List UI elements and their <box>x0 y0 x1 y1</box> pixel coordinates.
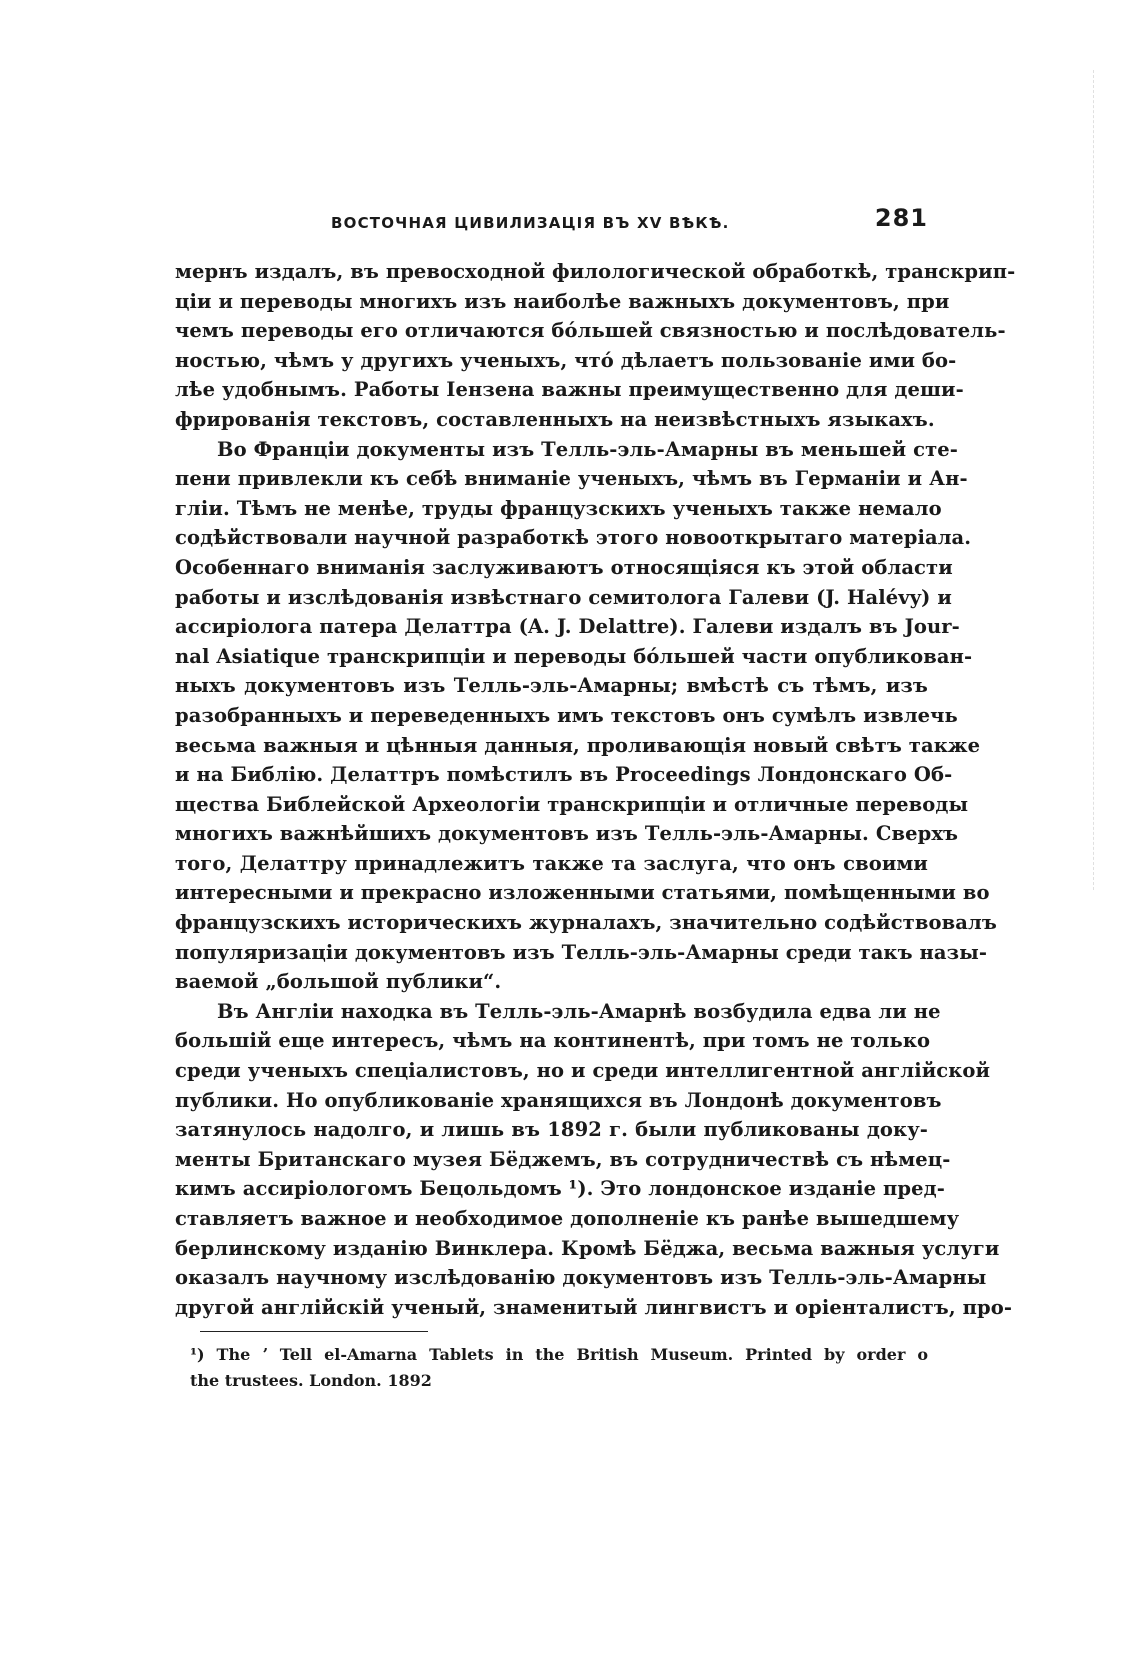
text-line: публики. Но опубликованіе хранящихся въ Лондонѣ документовъ <box>175 1088 942 1112</box>
text-line: ставляетъ важное и необходимое дополненіе къ ранѣе вышедшему <box>175 1207 960 1230</box>
text-line: популяризаціи документовъ изъ Телль-эль-Амарны среди такъ назы- <box>175 940 988 964</box>
text-line: мернъ издалъ, въ превосходной филологической обработкѣ, транскрип- <box>175 260 1016 283</box>
running-title: ВОСТОЧНАЯ ЦИВИЛИЗАЦІЯ ВЪ XV ВѢКѢ. <box>331 214 730 232</box>
footnote-line: ¹) The ʼ Tell el-Amarna Tablets in the British Museum. Printed by order o <box>190 1345 928 1364</box>
text-line: многихъ важнѣйшихъ документовъ изъ Телль-эль-Амарны. Сверхъ <box>175 822 959 846</box>
text-line: среди ученыхъ спеціалистовъ, но и среди интеллигентной англійской <box>175 1059 991 1083</box>
text-line: менты Британскаго музея Бёджемъ, въ сотрудничествѣ съ нѣмец- <box>175 1147 951 1171</box>
text-line: другой англійскій ученый, знаменитый лингвистъ и оріенталистъ, про- <box>175 1295 1013 1319</box>
text-line: берлинскому изданію Винклера. Кромѣ Бёджа, весьма важныя услуги <box>175 1236 1000 1260</box>
scan-edge-mark <box>1093 70 1094 890</box>
text-line: пени привлекли къ себѣ вниманіе ученыхъ, чѣмъ въ Германіи и Ан- <box>175 467 968 491</box>
text-line: Въ Англіи находка въ Телль-эль-Амарнѣ возбудила едва ли не <box>217 999 941 1023</box>
text-line: и на Библію. Делаттръ помѣстилъ въ Proceedings Лондонскаго Об- <box>175 763 953 787</box>
text-line: того, Делаттру принадлежитъ также та заслуга, что онъ своими <box>175 851 928 875</box>
page-number: 281 <box>874 204 928 232</box>
text-line: оказалъ научному изслѣдованію документовъ изъ Телль-эль-Амарны <box>175 1266 987 1290</box>
text-line: ассиріолога патера Делаттра (A. J. Delattre). Галеви издалъ въ Jour- <box>175 615 960 639</box>
text-line: работы и изслѣдованія извѣстнаго семитолога Галеви (J. Halévy) и <box>175 585 952 609</box>
text-line: Во Франціи документы изъ Телль-эль-Амарны въ меньшей сте- <box>217 437 958 461</box>
text-line: ностью, чѣмъ у другихъ ученыхъ, что́ дѣлаетъ пользованіе ими бо- <box>175 348 957 372</box>
text-line: содѣйствовали научной разработкѣ этого новооткрытаго матеріала. <box>175 526 972 550</box>
text-line: французскихъ историческихъ журналахъ, значительно содѣйствовалъ <box>175 911 997 935</box>
text-line: чемъ переводы его отличаются бóльшей связностью и послѣдователь- <box>175 319 1006 343</box>
footnote-line: the trustees. London. 1892 <box>190 1371 432 1390</box>
text-line: щества Библейской Археологіи транскрипціи и отличные переводы <box>175 792 969 816</box>
text-line: Особеннаго вниманія заслуживаютъ относящіяся къ этой области <box>175 555 953 579</box>
page-header <box>175 204 928 244</box>
text-line: nal Asiatique транскрипціи и переводы бóльшей части опубликован- <box>175 644 973 668</box>
text-line: ныхъ документовъ изъ Телль-эль-Амарны; вмѣстѣ съ тѣмъ, изъ <box>175 674 928 698</box>
text-line: ваемой „большой публики“. <box>175 970 502 994</box>
text-line: разобранныхъ и переведенныхъ имъ текстовъ онъ сумѣлъ извлечь <box>175 703 958 727</box>
text-line: большій еще интересъ, чѣмъ на континентѣ, при томъ не только <box>175 1029 931 1053</box>
text-line: затянулось надолго, и лишь въ 1892 г. были публикованы доку- <box>175 1118 928 1142</box>
text-line: фрированія текстовъ, составленныхъ на неизвѣстныхъ языкахъ. <box>175 407 935 431</box>
text-line: ціи и переводы многихъ изъ наиболѣе важныхъ документовъ, при <box>175 289 950 313</box>
text-line: кимъ ассиріологомъ Бецольдомъ ¹). Это лондонское изданіе пред- <box>175 1177 945 1201</box>
text-line: интересными и прекрасно изложенными статьями, помѣщенными во <box>175 881 990 905</box>
main-text <box>175 257 1016 1322</box>
text-line: весьма важныя и цѣнныя данныя, проливающія новый свѣтъ также <box>175 733 981 757</box>
footnote-divider <box>200 1331 428 1332</box>
footnotes <box>190 1342 928 1394</box>
text-line: гліи. Тѣмъ не менѣе, труды французскихъ ученыхъ также немало <box>175 496 942 520</box>
text-line: лѣе удобнымъ. Работы Іензена важны преимущественно для деши- <box>175 378 964 402</box>
